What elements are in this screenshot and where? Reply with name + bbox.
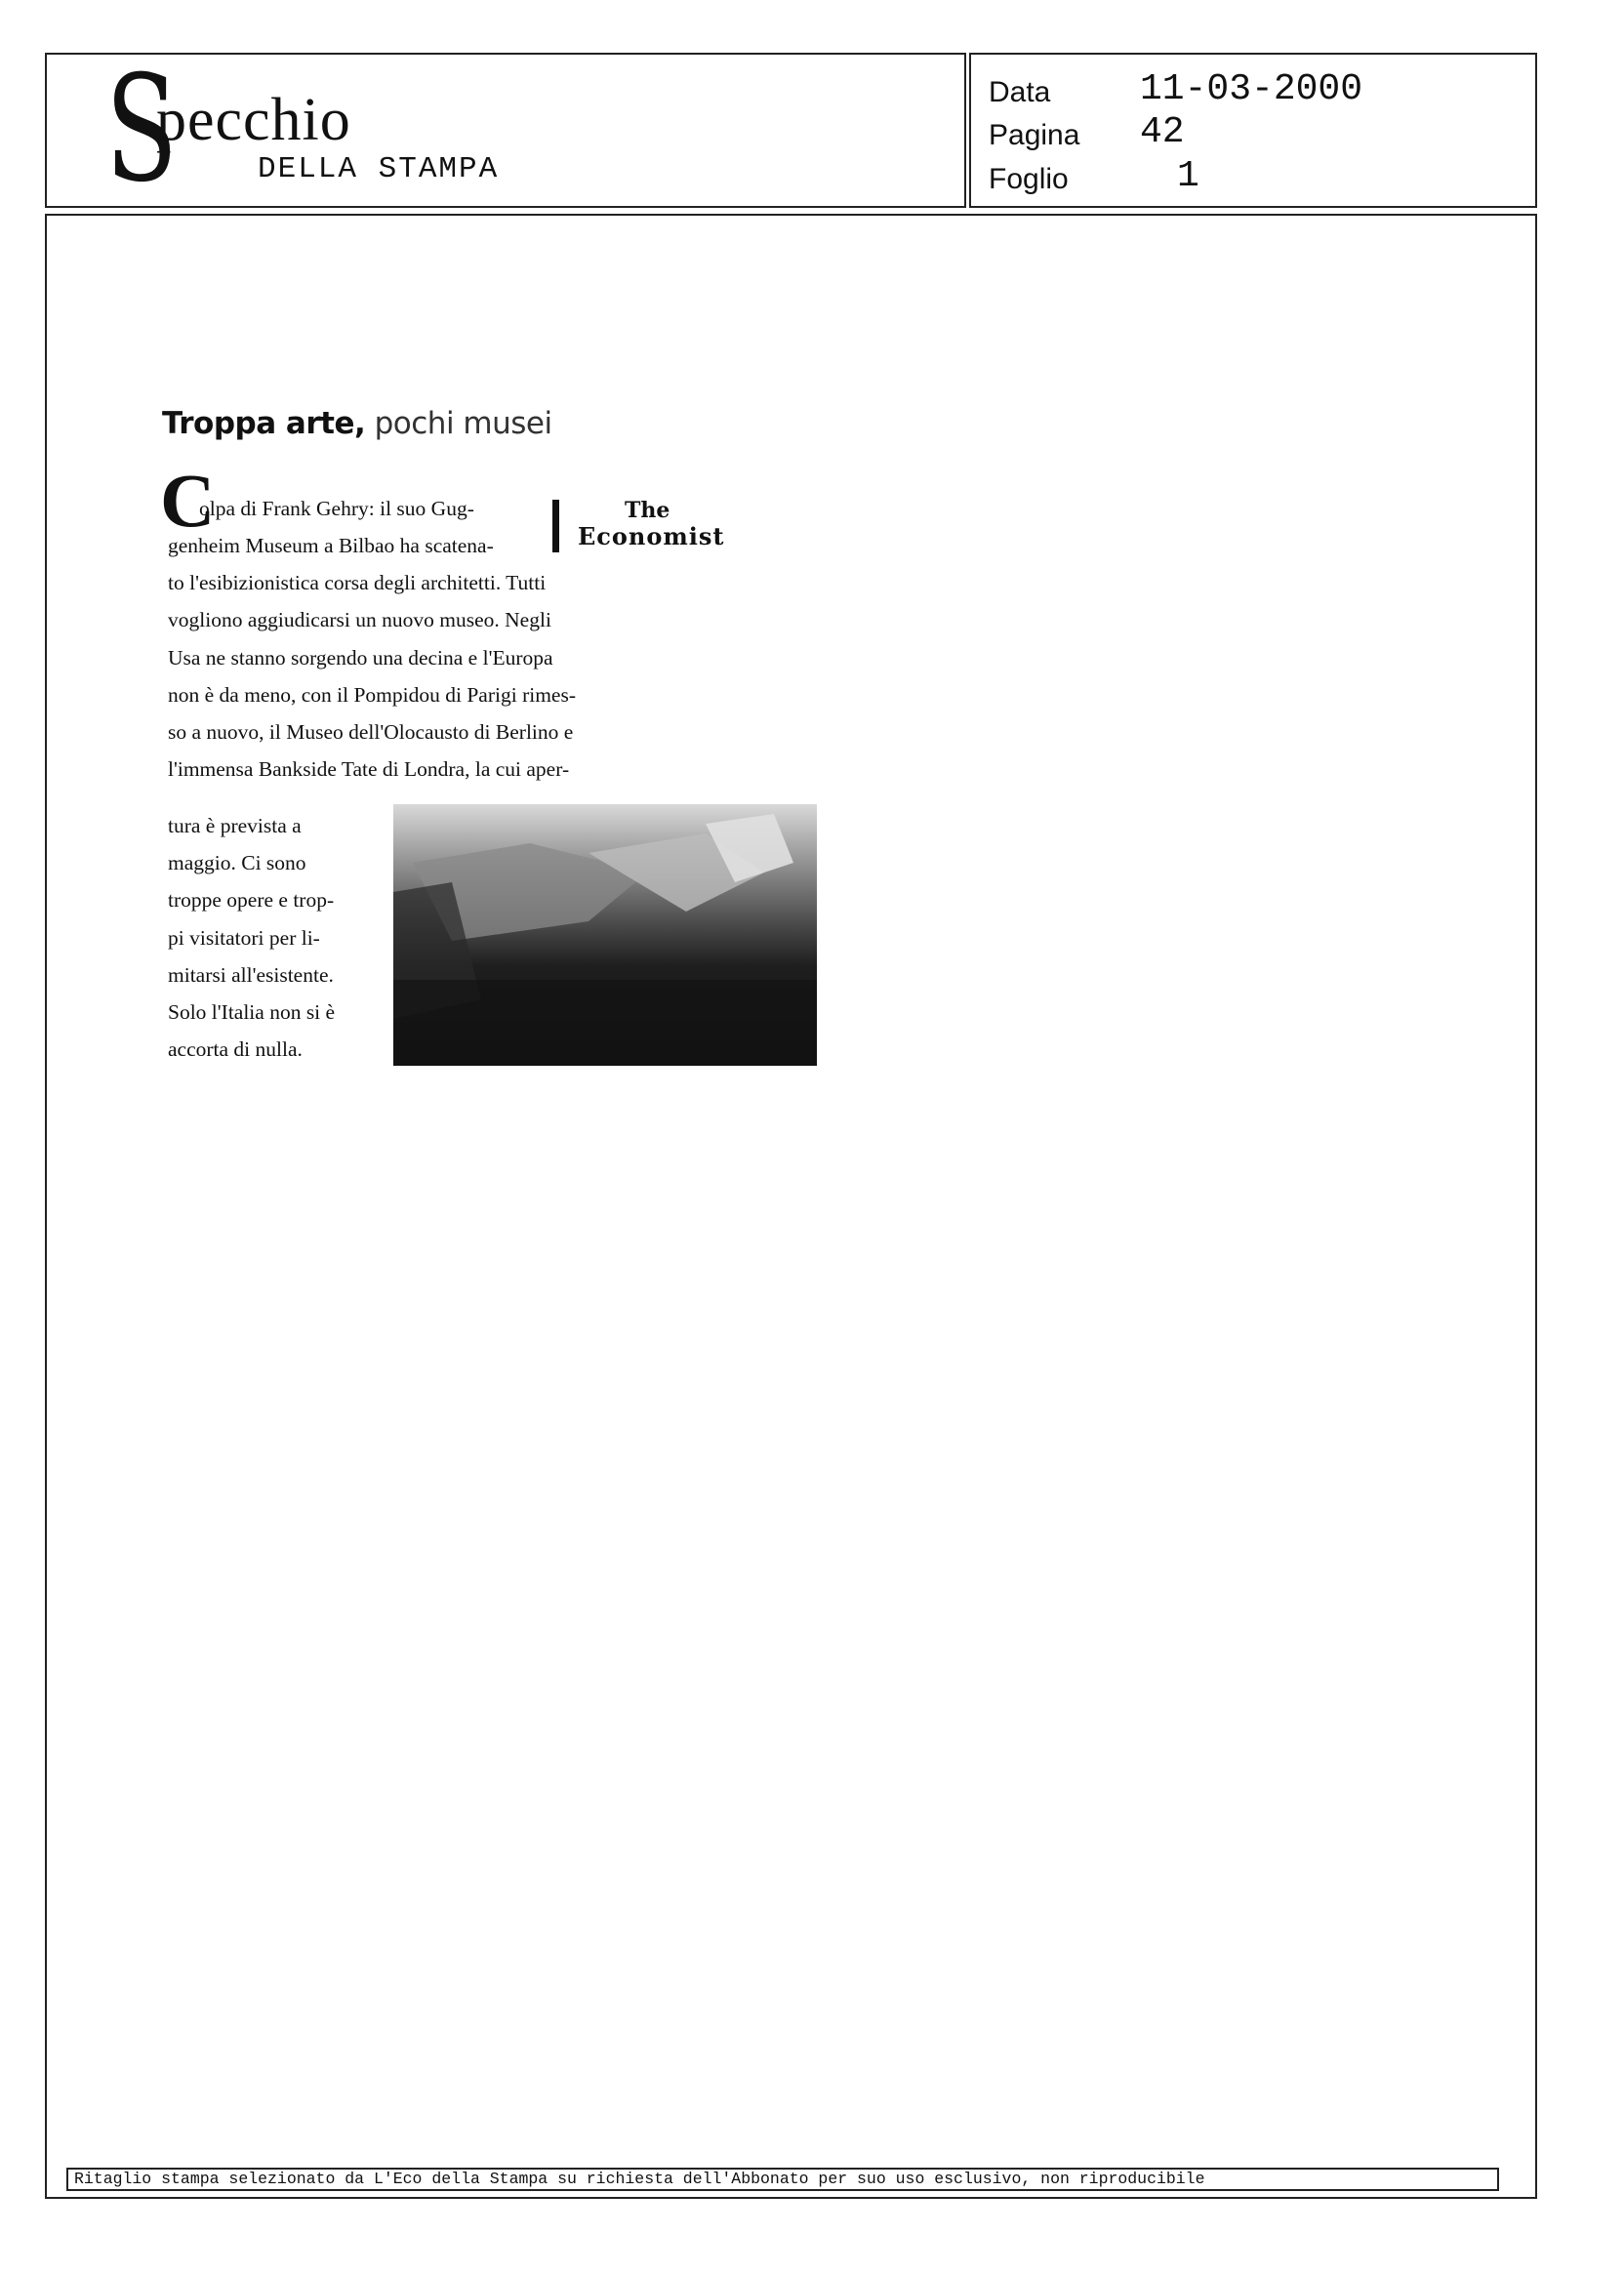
meta-pagina-row [989, 111, 1516, 154]
body-line: troppe opere e trop- [168, 888, 335, 913]
logo-subtitle: DELLA STAMPA [258, 152, 500, 186]
body-line: tura è prevista a [168, 814, 302, 837]
body-line: genheim Museum a Bilbao ha scatena- [168, 534, 494, 557]
body-line: l'immensa Bankside Tate di Londra, la cui aper- [168, 757, 570, 782]
masthead-box [45, 45, 966, 215]
article-body-bottom [168, 807, 335, 1068]
meta-data-row [989, 68, 1516, 111]
museum-photo [393, 804, 817, 1066]
foglio-value: 1 [1177, 155, 1199, 197]
body-line: Solo l'Italia non si è [168, 1000, 336, 1025]
data-label: Data [989, 76, 1051, 108]
body-line: maggio. Ci sono [168, 851, 306, 875]
meta-box [969, 53, 1537, 208]
logo-initial: S [105, 45, 178, 215]
museum-photo-shapes [393, 804, 817, 1066]
article-title-light: pochi musei [365, 406, 552, 441]
meta-foglio-row [989, 155, 1516, 198]
source-name: Economist [578, 522, 725, 550]
logo-word: pecchio [156, 87, 351, 153]
body-line: pi visitatori per li- [168, 925, 320, 950]
body-line: accorta di nulla. [168, 1037, 303, 1062]
pagina-label: Pagina [989, 119, 1080, 151]
article-body-top [168, 527, 576, 788]
disclaimer-footer: Ritaglio stampa selezionato da L'Eco della Stampa su richiesta dell'Abbonato per suo uso esclusivo, non riproducibile [66, 2168, 1499, 2191]
body-line: to l'esibizionistica corsa degli architetti. Tutti [168, 571, 547, 595]
article-title-bold: Troppa arte, [162, 406, 366, 441]
article-first-line: olpa di Frank Gehry: il suo Gug- [199, 497, 474, 520]
article-title [162, 406, 552, 441]
body-line: Usa ne stanno sorgendo una decina e l'Europa [168, 645, 553, 670]
body-line: vogliono aggiudicarsi un nuovo museo. Negli [168, 608, 551, 632]
source-the: The [625, 498, 670, 523]
foglio-label: Foglio [989, 163, 1069, 195]
drop-cap: C [160, 458, 216, 543]
data-value: 11-03-2000 [1140, 68, 1363, 110]
body-line: mitarsi all'esistente. [168, 962, 334, 987]
pagina-value: 42 [1140, 111, 1185, 153]
body-line: non è da meno, con il Pompidou di Parigi rimes- [168, 682, 577, 707]
body-line: so a nuovo, il Museo dell'Olocausto di Berlino e [168, 720, 574, 745]
